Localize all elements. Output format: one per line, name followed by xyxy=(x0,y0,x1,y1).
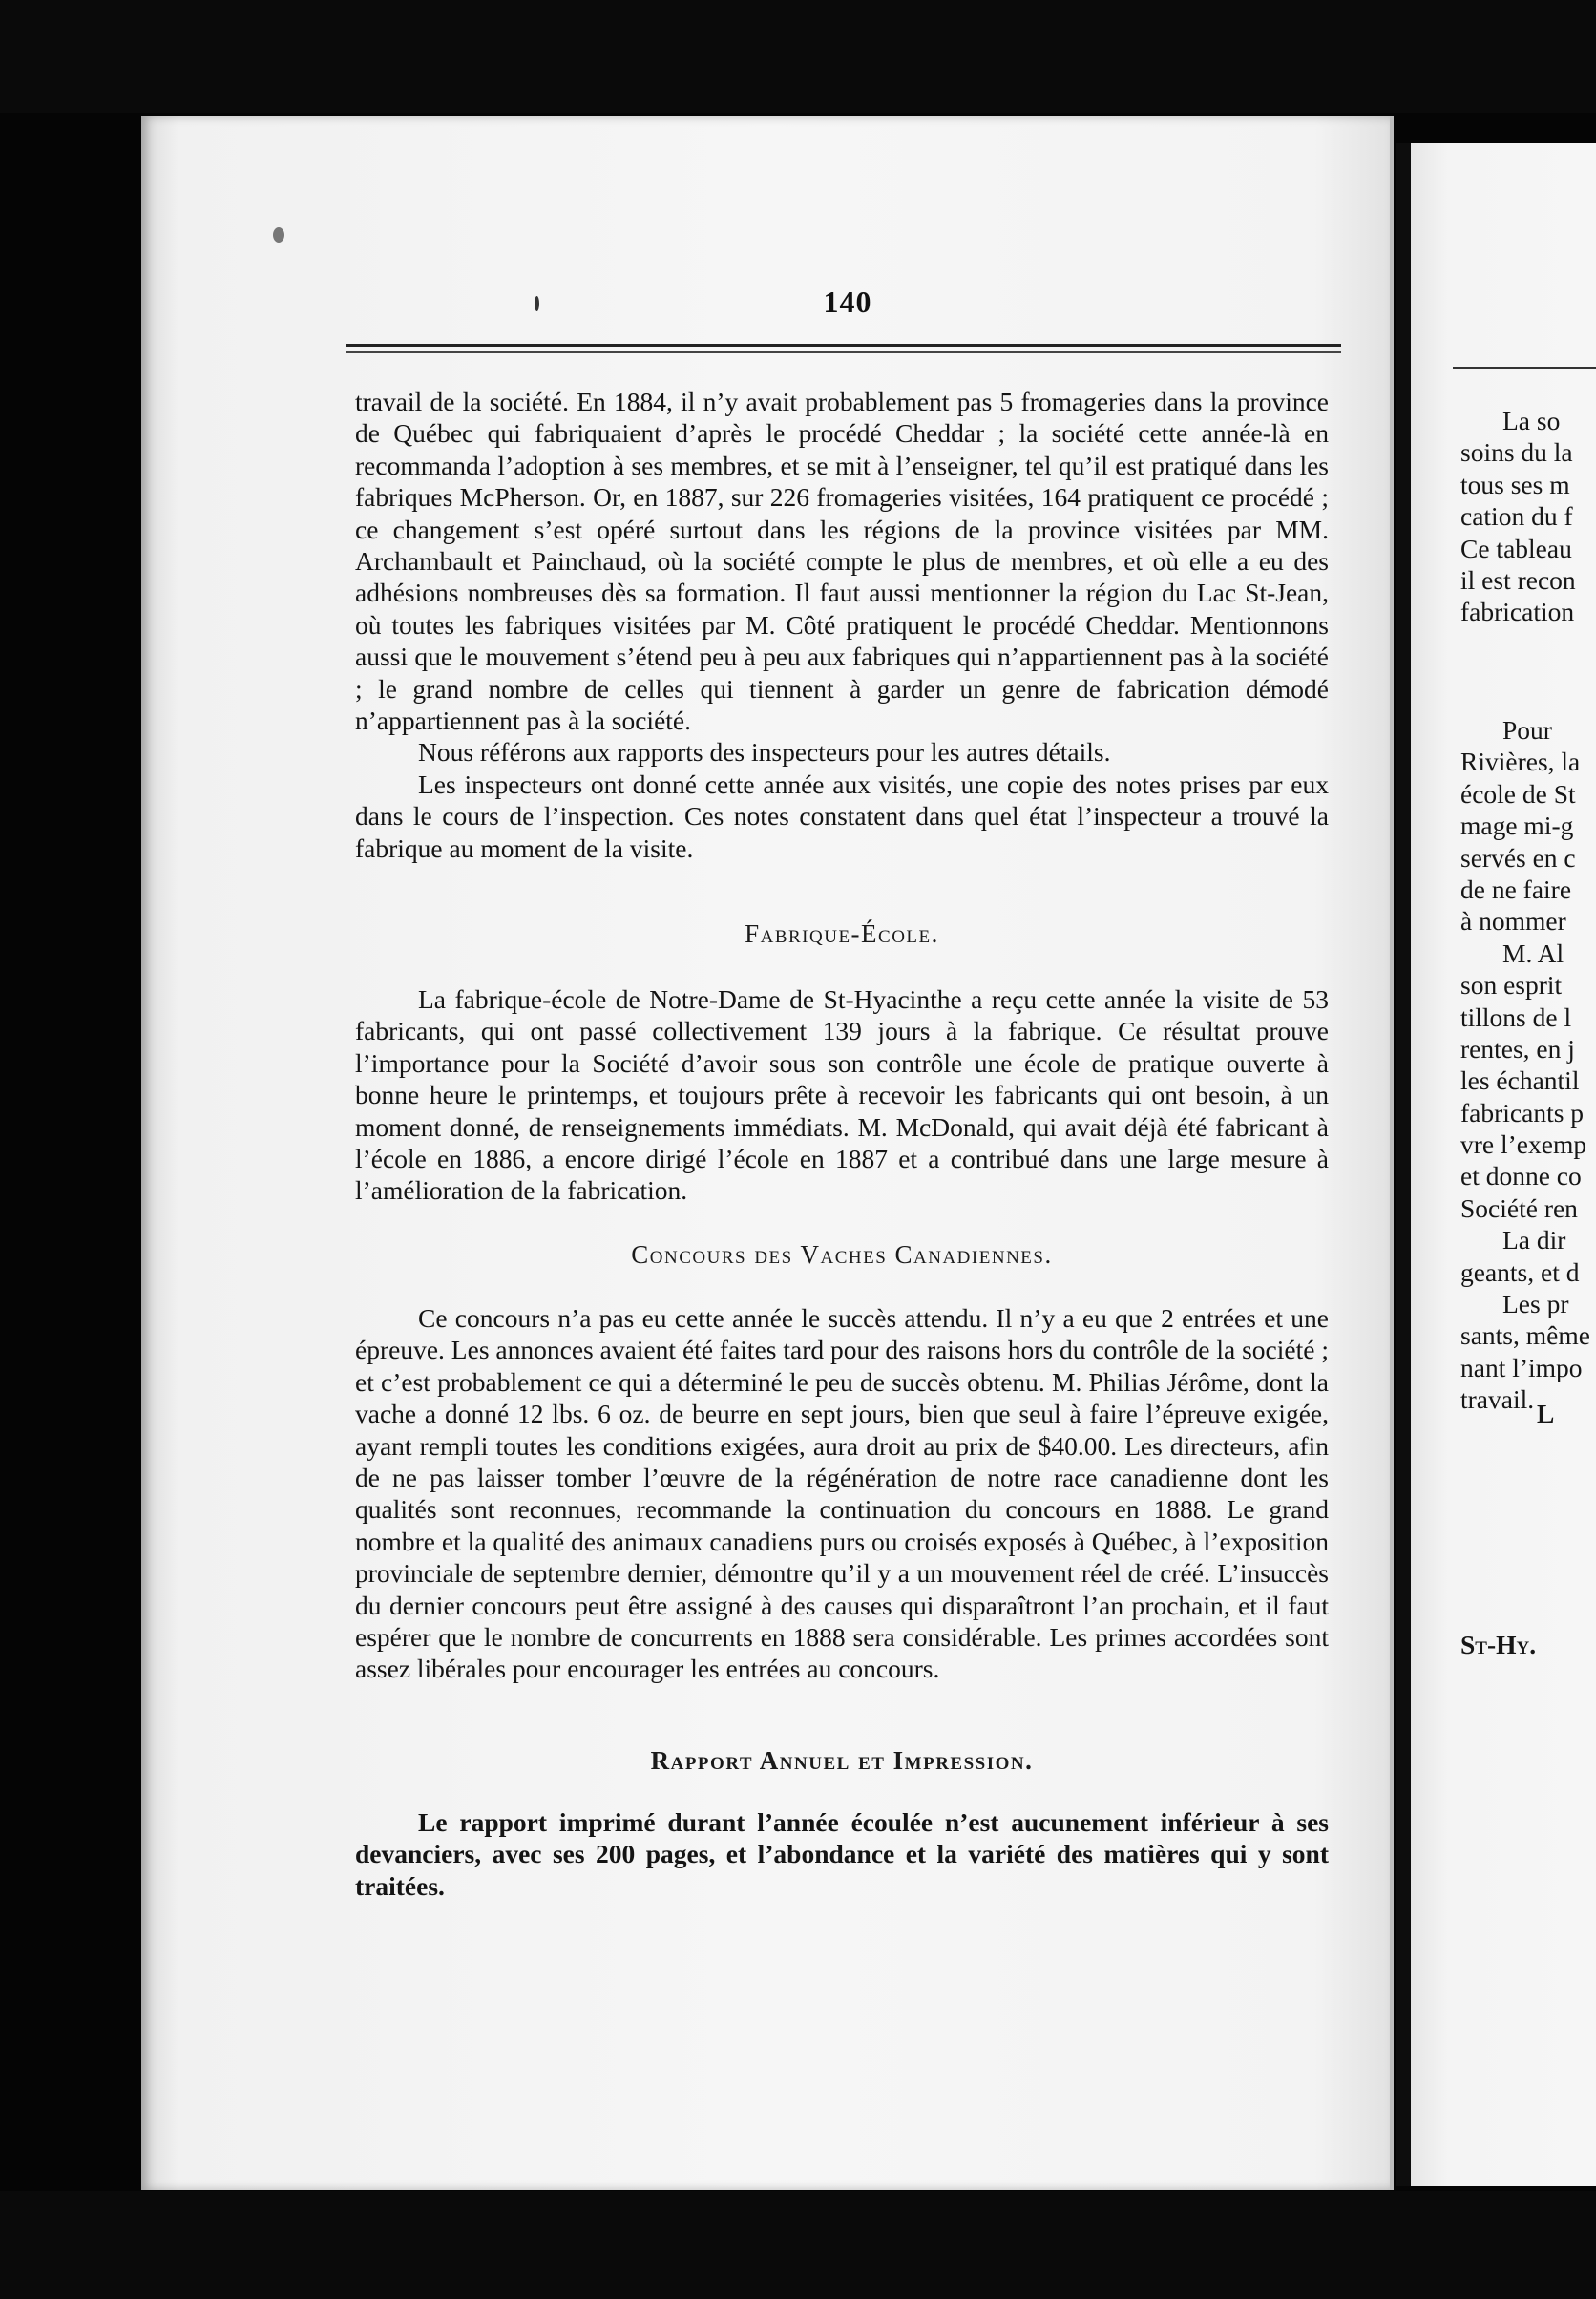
right-page-line: école de St xyxy=(1460,778,1576,809)
body-paragraph: Les inspecteurs ont donné cette année aux visités, une copie des notes prises par eux dans le cours de l’inspection. Ces notes constatent dans quel état l’inspecteur a trouvé la fabrique au moment de la visite. xyxy=(355,769,1329,863)
right-page-line: Pour xyxy=(1502,715,1552,745)
scan-speck xyxy=(535,296,539,311)
paragraph-block-3 xyxy=(355,1302,1329,1685)
right-page-line: à nommer xyxy=(1460,906,1566,937)
section-heading-rapport: Rapport Annuel et Impression. xyxy=(650,1746,1034,1775)
right-page-line: cation du f xyxy=(1460,501,1573,532)
body-paragraph: La fabrique-école de Notre-Dame de St-Hyacinthe a reçu cette année la visite de 53 fabricants, qui ont passé collectivement 139 jours à la fabrique. Ce résultat prouve l’importance pour la Société d’avoir sous son contrôle une école de pratique ouverte à bonne heure le printemps, et toujours prête à recevoir les fabricants qui ont besoin, à un moment donné, de renseignements immédiats. M. McDonald, qui avait déjà été fabricant à l’école en 1886, a encore dirigé l’école en 1887 et a contribué dans une large mesure à l’amélioration de la fabrication. xyxy=(355,984,1329,1206)
page-number xyxy=(0,285,1596,320)
right-page-header-rule xyxy=(1453,367,1596,369)
right-page-line: vre l’exemp xyxy=(1460,1129,1587,1160)
right-page-line: Les pr xyxy=(1502,1289,1569,1319)
right-page-line: travail. xyxy=(1460,1384,1535,1415)
page-edge-shadow xyxy=(1390,116,1394,2190)
right-page-line: tillons de l xyxy=(1460,1002,1572,1032)
right-page-line: et donne co xyxy=(1460,1161,1582,1192)
section-heading-concours: Concours des Vaches Canadiennes. xyxy=(631,1240,1053,1269)
right-page-line: servés en c xyxy=(1460,842,1576,873)
paragraph-block-2 xyxy=(355,983,1329,1207)
page-number-text: 140 xyxy=(823,285,872,319)
right-page-line: de ne faire xyxy=(1460,874,1572,904)
right-page-line: Société ren xyxy=(1460,1192,1578,1223)
right-page-line: soins du la xyxy=(1460,437,1573,468)
right-page-line: La so xyxy=(1502,406,1561,435)
header-rule-thick xyxy=(346,344,1341,347)
paragraph-block-4 xyxy=(355,1806,1329,1902)
scan-border-bottom xyxy=(0,2191,1596,2299)
paragraph-block-1 xyxy=(355,386,1329,864)
book-gutter xyxy=(1396,143,1411,2186)
right-page-line: rentes, en j xyxy=(1460,1033,1575,1064)
right-page-line: mage mi-g xyxy=(1460,811,1574,841)
body-paragraph: travail de la société. En 1884, il n’y avait probablement pas 5 fromageries dans la province de Québec qui fabriquaient d’après le procédé Cheddar ; la société cette année-là en recommanda l’adoption à ses membres, et se mit à l’enseigner, tel qu’il est pratiqué dans les fabriques McPherson. Or, en 1887, sur 226 fromageries visitées, 164 pratiquent ce procédé ; ce changement s’est opéré surtout dans les régions de la province visitées par MM. Archambault et Painchaud, où la société compte le plus de membres, et où elle a eu des adhésions nombreuses dès sa formation. Il faut aussi mentionner la région du Lac St-Jean, où toutes les fabriques visitées par M. Côté pratiquent le procédé Cheddar. Mentionnons aussi que le mouvement s’étend peu à peu aux fabriques qui n’appartiennent pas à la société ; le grand nombre de celles qui tiennent à garder un genre de fabrication démodé n’appartiennent pas à la société. xyxy=(355,387,1329,736)
right-page-line: les échantil xyxy=(1460,1065,1580,1096)
right-page-heading: L xyxy=(1537,1399,1555,1428)
section-heading-fabrique-ecole: Fabrique-École. xyxy=(745,919,939,948)
right-page-line: tous ses m xyxy=(1460,469,1570,499)
body-paragraph: Nous référons aux rapports des inspecteurs pour les autres détails. xyxy=(418,737,1111,768)
header-rule-thin xyxy=(346,351,1341,353)
right-page-line: fabricants p xyxy=(1460,1097,1585,1128)
right-page-line: Rivières, la xyxy=(1460,747,1581,777)
right-page-line: M. Al xyxy=(1502,938,1564,968)
right-page-line: La dir xyxy=(1502,1225,1566,1255)
scan-border-top xyxy=(0,0,1596,113)
right-page-line: il est recon xyxy=(1460,564,1576,595)
body-paragraph: Le rapport imprimé durant l’année écoulée n’est aucunement inférieur à ses devanciers, avec ses 200 pages, et l’abondance et la variété des matières qui y sont traitées. xyxy=(355,1807,1329,1901)
body-paragraph: Ce concours n’a pas eu cette année le succès attendu. Il n’y a eu que 2 entrées et une épreuve. Les annonces avaient été faites tard pour des raisons hors du contrôle de la société ; et c’est probablement ce qui a déterminé le peu de succès obtenu. M. Philias Jérôme, dont la vache a donné 12 lbs. 6 oz. de beurre en sept jours, bien que seul à faire l’épreuve exigée, ayant rempli toutes les conditions exigées, aura droit au prix de $40.00. Les directeurs, afin de ne pas laisser tomber l’œuvre de la régénération de notre race canadienne dont les qualités sont reconnues, recommande la continuation du concours en 1888. Le grand nombre et la qualité des animaux canadiens purs ou croisés exposés à Québec, à l’exposition provinciale de septembre dernier, démontre qu’il y a un mouvement réel de créé. L’insuccès du dernier concours peut être assigné à des causes qui disparaîtront l’an prochain, et il faut espérer que le nombre de concurrents en 1888 sera considérable. Les primes accordées sont assez libérales pour encourager les entrées au concours. xyxy=(355,1303,1329,1684)
right-page-line: nant l’impo xyxy=(1460,1352,1583,1382)
right-page-heading: St-Hy. xyxy=(1460,1630,1537,1659)
right-page-line: geants, et d xyxy=(1460,1256,1580,1287)
right-page-text-top xyxy=(1460,405,1596,628)
right-page-line: Ce tableau xyxy=(1460,533,1572,563)
right-page-line: sants, même xyxy=(1460,1320,1590,1351)
right-page-text-middle xyxy=(1460,714,1596,1416)
scan-speck xyxy=(273,227,284,243)
right-page-line: fabrication xyxy=(1460,597,1575,627)
right-page-line: son esprit xyxy=(1460,970,1563,1001)
